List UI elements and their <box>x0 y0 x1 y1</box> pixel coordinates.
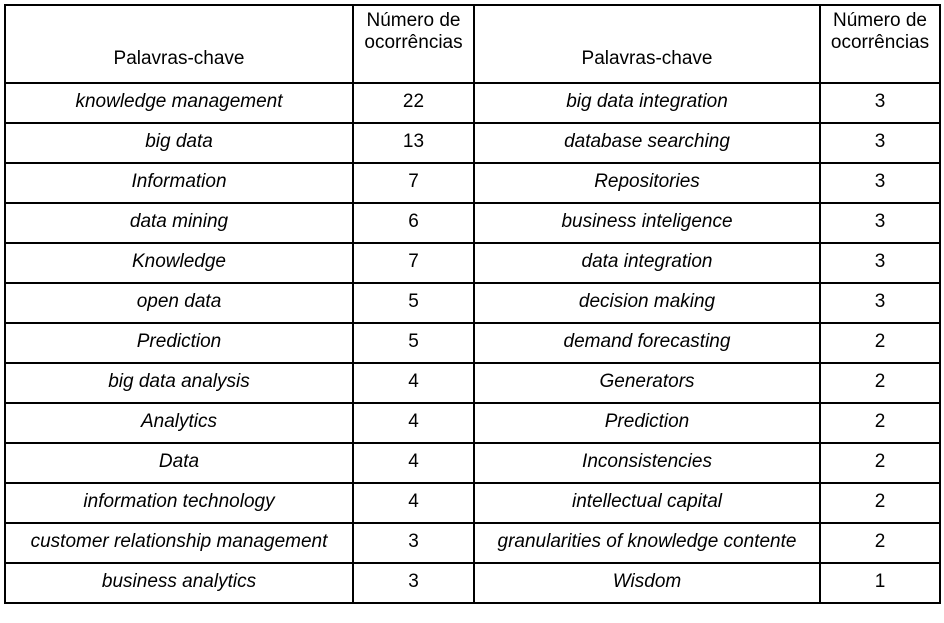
table-row <box>5 443 940 483</box>
left-keyword-cell: big data <box>5 123 353 163</box>
right-count-cell: 3 <box>820 243 940 283</box>
right-keyword-cell: Prediction <box>474 403 820 443</box>
header-right-keyword-label: Palavras-chave <box>581 48 713 69</box>
right-count-cell: 3 <box>820 203 940 243</box>
keyword-occurrence-table <box>4 4 941 604</box>
right-count-cell: 2 <box>820 523 940 563</box>
header-right-count <box>820 5 940 83</box>
header-right-count-line1: Número de <box>833 10 927 31</box>
table-row <box>5 403 940 443</box>
left-keyword-cell: knowledge management <box>5 83 353 123</box>
left-count-cell: 13 <box>353 123 474 163</box>
table-row <box>5 283 940 323</box>
header-left-count-line2: ocorrências <box>364 32 463 53</box>
right-keyword-cell: big data integration <box>474 83 820 123</box>
right-keyword-cell: business inteligence <box>474 203 820 243</box>
header-left-count-line1: Número de <box>366 10 461 31</box>
left-keyword-cell: Information <box>5 163 353 203</box>
right-count-cell: 2 <box>820 403 940 443</box>
right-count-cell: 3 <box>820 123 940 163</box>
right-keyword-cell: Wisdom <box>474 563 820 603</box>
header-left-count <box>353 5 474 83</box>
right-keyword-cell: Inconsistencies <box>474 443 820 483</box>
table-row <box>5 363 940 403</box>
left-keyword-cell: data mining <box>5 203 353 243</box>
table-row <box>5 563 940 603</box>
left-count-cell: 3 <box>353 523 474 563</box>
left-keyword-cell: Analytics <box>5 403 353 443</box>
left-keyword-cell: business analytics <box>5 563 353 603</box>
right-keyword-cell: demand forecasting <box>474 323 820 363</box>
left-count-cell: 7 <box>353 243 474 283</box>
left-count-cell: 3 <box>353 563 474 603</box>
right-keyword-cell: decision making <box>474 283 820 323</box>
right-count-cell: 1 <box>820 563 940 603</box>
right-keyword-cell: Generators <box>474 363 820 403</box>
right-keyword-cell: granularities of knowledge contente <box>474 523 820 563</box>
left-keyword-cell: Data <box>5 443 353 483</box>
left-keyword-cell: big data analysis <box>5 363 353 403</box>
table-row <box>5 243 940 283</box>
left-count-cell: 4 <box>353 403 474 443</box>
left-count-cell: 4 <box>353 363 474 403</box>
right-count-cell: 3 <box>820 163 940 203</box>
left-keyword-cell: Prediction <box>5 323 353 363</box>
left-keyword-cell: Knowledge <box>5 243 353 283</box>
table-row <box>5 483 940 523</box>
left-count-cell: 5 <box>353 283 474 323</box>
header-right-keyword <box>474 5 820 83</box>
right-count-cell: 2 <box>820 443 940 483</box>
header-left-keyword <box>5 5 353 83</box>
right-keyword-cell: database searching <box>474 123 820 163</box>
left-keyword-cell: open data <box>5 283 353 323</box>
table-row <box>5 203 940 243</box>
left-count-cell: 4 <box>353 443 474 483</box>
left-count-cell: 5 <box>353 323 474 363</box>
left-keyword-cell: customer relationship management <box>5 523 353 563</box>
right-keyword-cell: intellectual capital <box>474 483 820 523</box>
table-body <box>5 83 940 603</box>
left-count-cell: 7 <box>353 163 474 203</box>
table-row <box>5 123 940 163</box>
table-header-row <box>5 5 940 83</box>
header-right-count-line2: ocorrências <box>830 32 930 53</box>
right-keyword-cell: data integration <box>474 243 820 283</box>
left-keyword-cell: information technology <box>5 483 353 523</box>
right-count-cell: 3 <box>820 283 940 323</box>
left-count-cell: 22 <box>353 83 474 123</box>
right-count-cell: 2 <box>820 323 940 363</box>
table-row <box>5 523 940 563</box>
header-left-keyword-label: Palavras-chave <box>113 48 245 69</box>
right-count-cell: 3 <box>820 83 940 123</box>
table-row <box>5 83 940 123</box>
table-row <box>5 163 940 203</box>
table-row <box>5 323 940 363</box>
right-count-cell: 2 <box>820 483 940 523</box>
left-count-cell: 4 <box>353 483 474 523</box>
right-keyword-cell: Repositories <box>474 163 820 203</box>
left-count-cell: 6 <box>353 203 474 243</box>
right-count-cell: 2 <box>820 363 940 403</box>
